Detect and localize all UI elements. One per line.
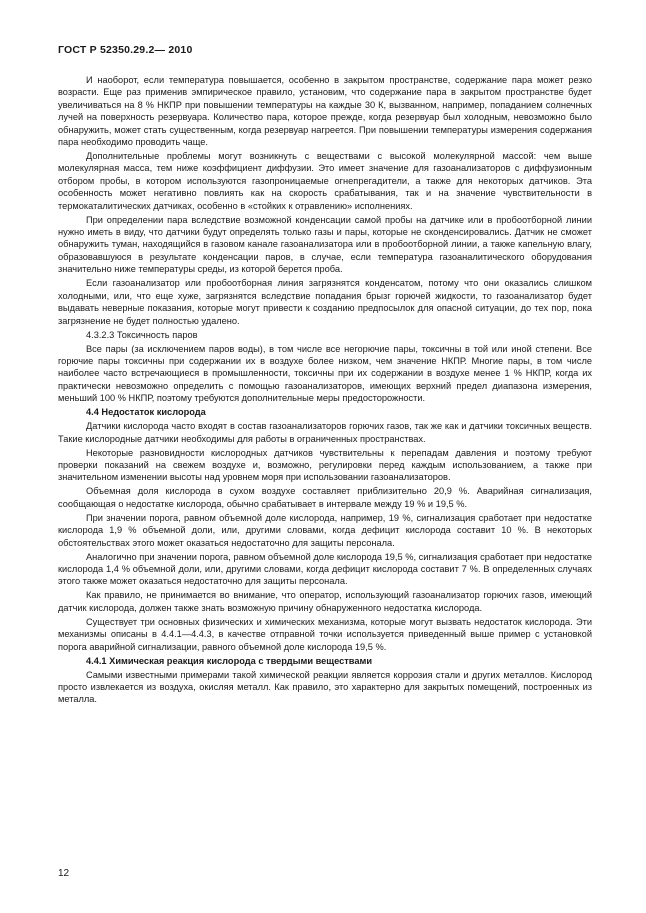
section-heading: 4.4.1 Химическая реакция кислорода с твердыми веществами	[86, 655, 373, 666]
paragraph: При значении порога, равном объемной доле кислорода, например, 19 %, сигнализация сработает при недостатке кислорода 1,9 % объемной доли, или, другими словами, когда дефицит кислорода составит 10 %. В некоторых обстоятельствах этого может оказаться недостаточно для защиты персонала.	[58, 512, 592, 548]
paragraph: Некоторые разновидности кислородных датчиков чувствительны к перепадам давления и поэтому требуют проверки показаний на свежем воздухе и, возможно, регулировки перед каждым использованием, а также при значительном изменении высоты над уровнем моря при использовании газоанализаторов.	[58, 447, 592, 483]
section-heading: 4.4 Недостаток кислорода	[86, 407, 206, 418]
paragraph: Объемная доля кислорода в сухом воздухе составляет приблизительно 20,9 %. Аварийная сигнализация, сообщающая о недостатке кислорода, обычно срабатывает в интервале между 19 % и 19,5 %.	[58, 486, 592, 509]
paragraph: При определении пара вследствие возможной конденсации самой пробы на датчике или в пробоотборной линии нужно иметь в виду, что датчики будут определять только газы и пары, которые не сконденсировались. Датчик не сможет обнаружить туман, находящийся в газовом канале газоанализатора или в пробоотборной линии, а также капельную влагу, образовавшуюся в результате конденсации паров, в случае, если температура газоаналитического оборудования значительно ниже температуры среды, из которой берется проба.	[58, 214, 592, 275]
subsection-title: 4.3.2.3 Токсичность паров	[86, 329, 198, 340]
paragraph: Существует три основных физических и химических механизма, которые могут вызвать недостаток кислорода. Эти механизмы описаны в 4.4.1—4.4.3, в качестве отправной точки используется приведенный выше пример с установкой порога аварийной сигнализации, равного объемной доле кислорода 19,5 %.	[58, 616, 592, 652]
paragraph: Дополнительные проблемы могут возникнуть с веществами с высокой молекулярной массой: чем выше молекулярная масса, тем ниже коэффициент диффузии. Это имеет значение для газоанализаторов с диффузионным отбором пробы, в котором используются газопроницаемые огнепрегадители, а также для некоторых датчиков. Эта особенность может негативно повлиять как на скорость срабатывания, так и на значение чувствительности в термокаталитических датчиках, особенно в «стойких к отравлению» исполнениях.	[58, 151, 592, 211]
page-body	[58, 74, 592, 707]
paragraph: Как правило, не принимается во внимание, что оператор, использующий газоанализатор горючих газов, имеющий датчик кислорода, должен также знать возможную причину обнаруженного недостатка кислорода.	[58, 590, 592, 613]
paragraph: Аналогично при значении порога, равном объемной доле кислорода 19,5 %, сигнализация сработает при недостатке кислорода 1,4 % объемной доли, или, другими словами, когда дефицит кислорода составит 7 %. В определенных случаях этого также может оказаться недостаточно для защиты персонала.	[58, 551, 592, 587]
paragraph: И наоборот, если температура повышается, особенно в закрытом пространстве, содержание пара может резко возрасти. Еще раз применив эмпирическое правило, установим, что содержание пара в закрытом пространстве будет увеличиваться на 8 % НКПР при повышении температуры на каждые 30 К, вызванном, например, попаданием солнечных лучей на поверхность резервуара. Количество пара, которое прежде, когда резервуар был холодным, невозможно было обнаружить, может стать существенным, когда резервуар нагреется. При повышении температуры измерения содержания пара необходимо проводить чаще.	[58, 75, 592, 148]
paragraph: Все пары (за исключением паров воды), в том числе все негорючие пары, токсичны в той или иной степени. Все горючие пары токсичны при содержании их в воздухе более низком, чем значение НКПР. Многие пары, в том числе наиболее часто встречающиеся в промышленности, токсичны при их содержании в воздухе менее 1 % НКПР, когда их практически невозможно определить с помощью газоанализаторов, имеющих верхний предел диапазона измерения, меньший 100 % НКПР, поэтому требуются дополнительные меры предосторожности.	[58, 343, 592, 404]
document-header: ГОСТ Р 52350.29.2— 2010	[58, 44, 193, 56]
paragraph: Датчики кислорода часто входят в состав газоанализаторов горючих газов, так же как и датчики токсичных веществ. Такие кислородные датчики необходимы для работы в ограниченных пространствах.	[58, 421, 592, 444]
paragraph: Если газоанализатор или пробоотборная линия загрязнятся конденсатом, потому что они оказались слишком холодными, или, что еще хуже, загрязнятся вследствие попадания брызг горючей жидкости, то газоанализатор будет выдавать неверные показания, которые могут привести к созданию предпосылок для опасной ситуации, до тех пор, пока загрязнение не будет полностью удалено.	[58, 278, 592, 326]
paragraph: Самыми известными примерами такой химической реакции является коррозия стали и других металлов. Кислород просто извлекается из воздуха, окисляя металл. Как правило, это характерно для закрытых помещений, построенных из металла.	[58, 669, 592, 705]
page-number: 12	[58, 868, 70, 879]
